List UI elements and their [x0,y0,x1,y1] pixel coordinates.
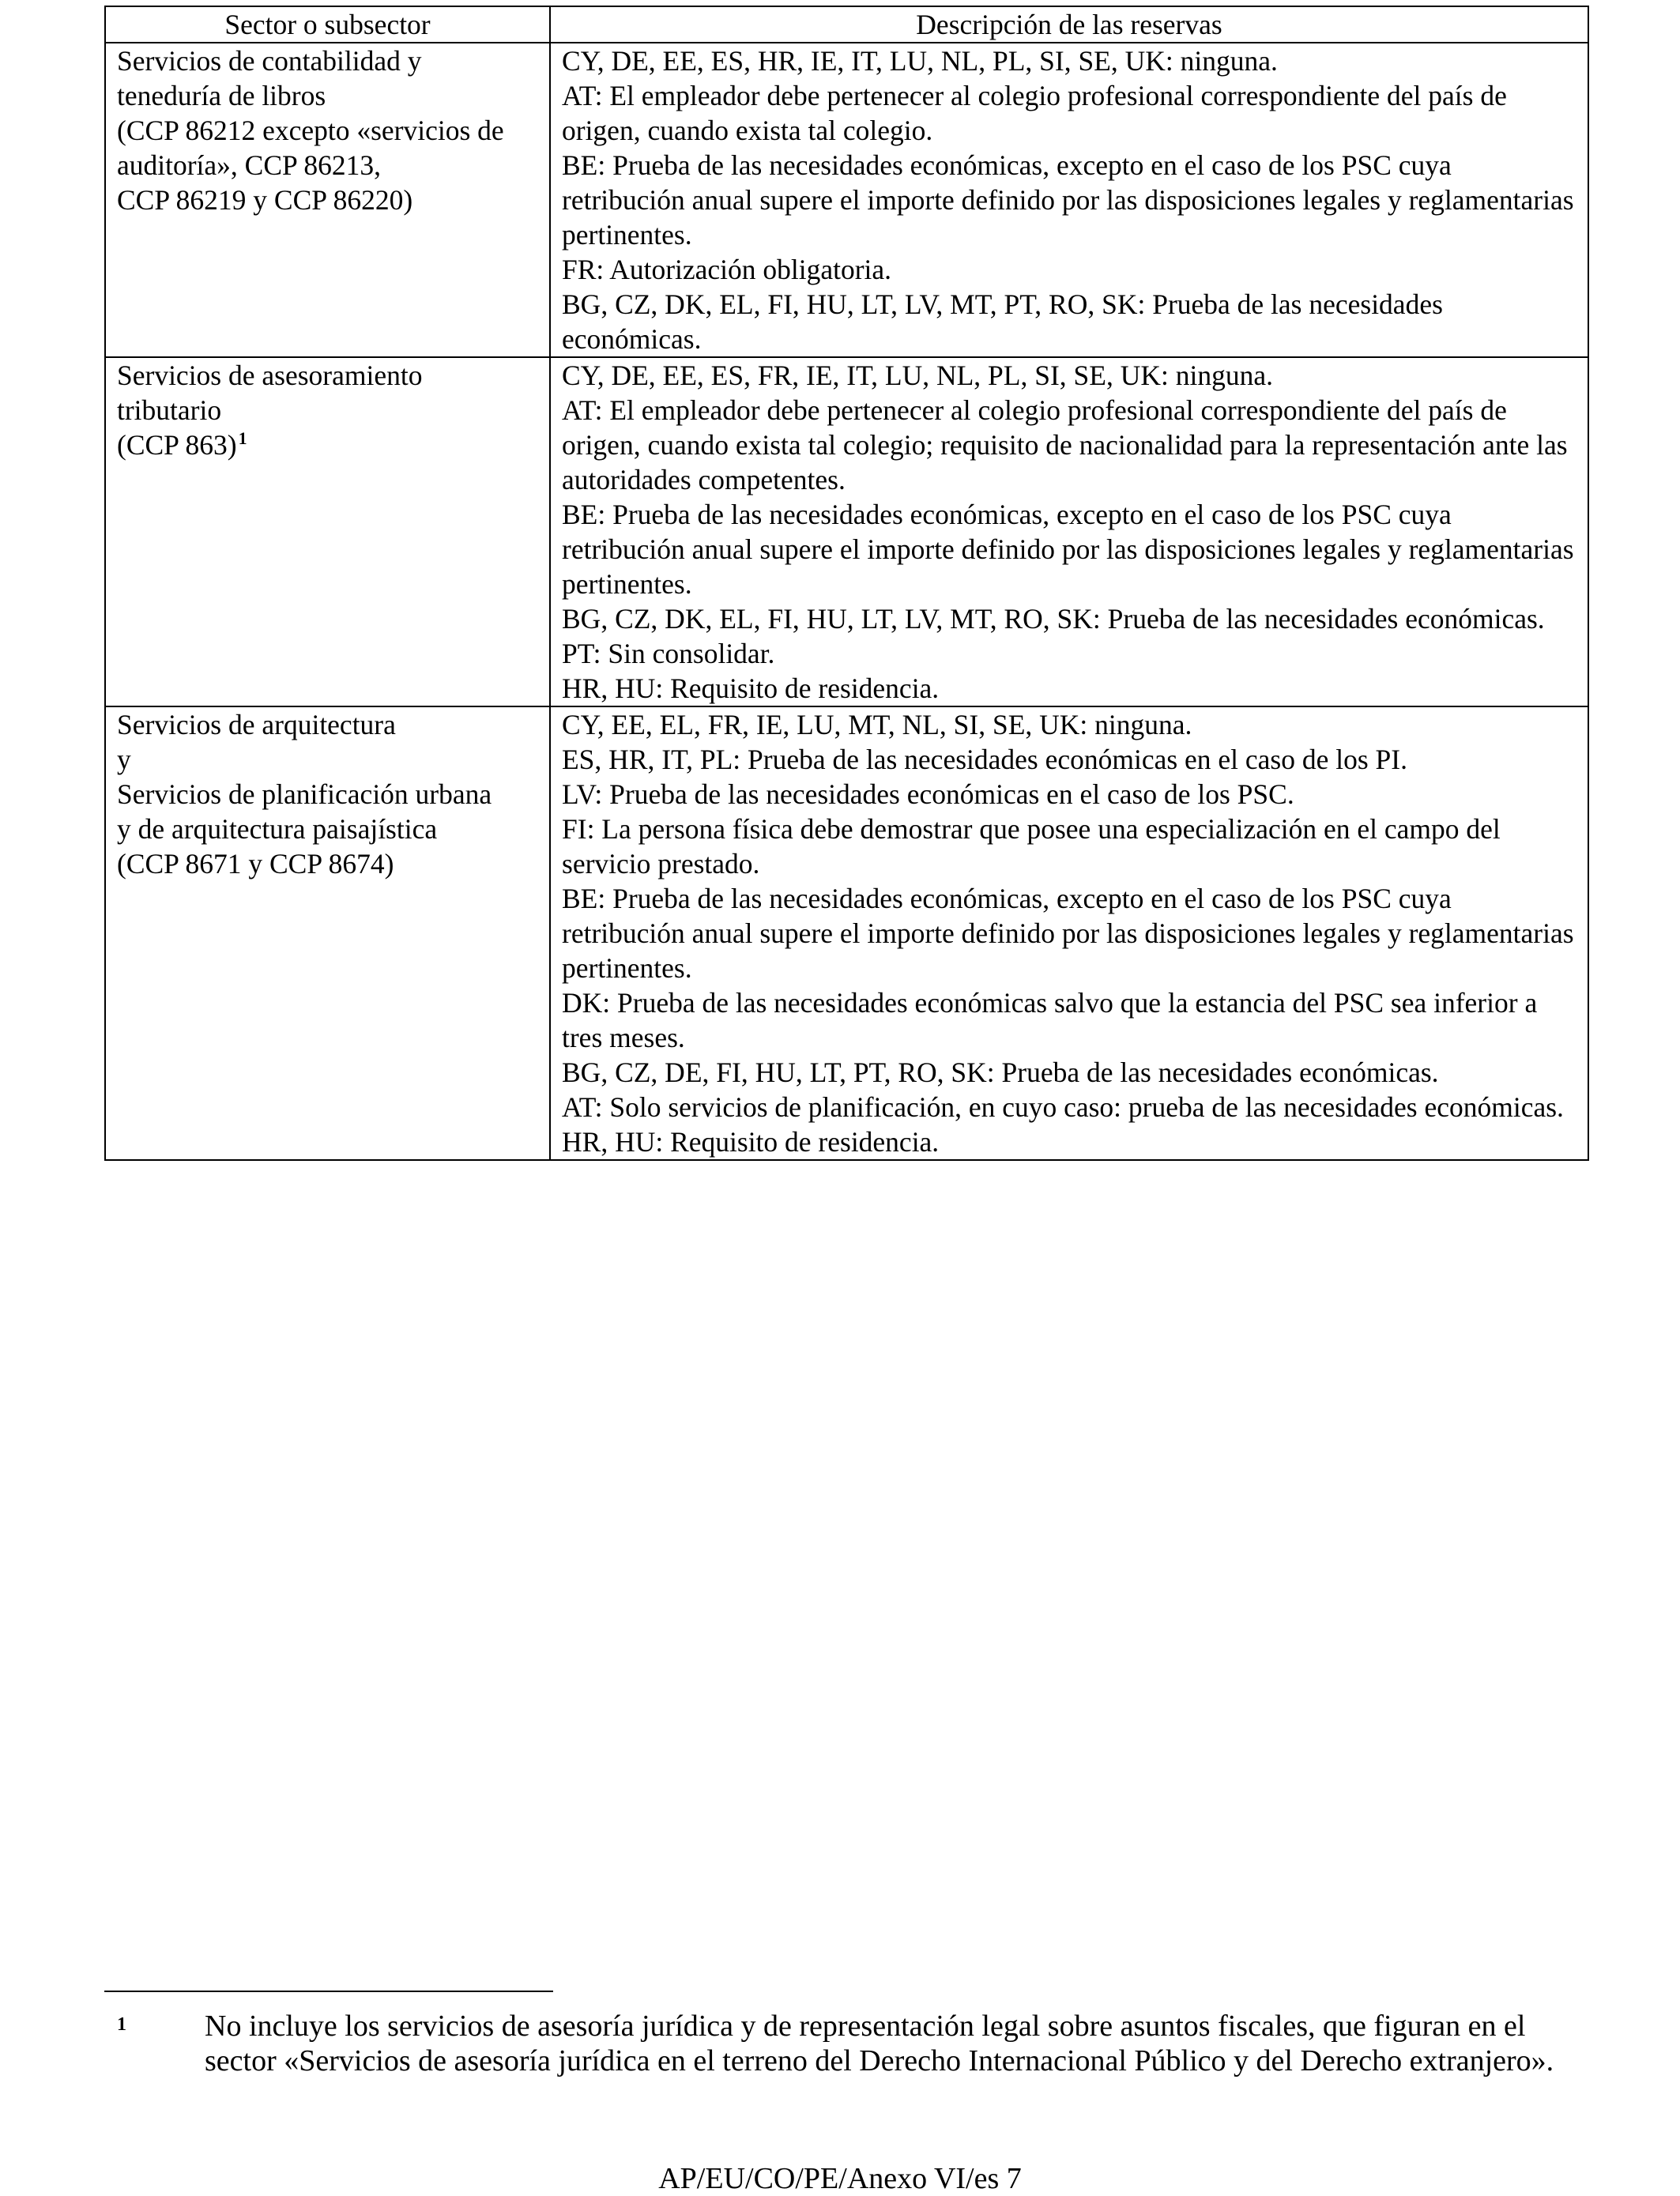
sector-line: Servicios de arquitectura [117,709,396,740]
sector-line: Servicios de contabilidad y [117,45,422,77]
reserve-entry: CY, DE, EE, ES, FR, IE, IT, LU, NL, PL, SI, SE, UK: ninguna. [562,360,1273,391]
sector-line: tributario [117,394,222,426]
reserve-entry: CY, EE, EL, FR, IE, LU, MT, NL, SI, SE, UK: ninguna. [562,709,1192,740]
footnote-reference[interactable]: 1 [238,428,247,449]
description-cell [550,706,1588,1160]
reserve-entry: FR: Autorización obligatoria. [562,254,892,285]
sector-cell [105,357,550,706]
reserves-table [104,6,1589,1161]
sector-line: teneduría de libros [117,80,326,111]
reserve-entry: BG, CZ, DK, EL, FI, HU, LT, LV, MT, RO, SK: Prueba de las necesidades económicas. [562,603,1545,635]
table-row [105,706,1588,1160]
description-cell [550,43,1588,357]
reserve-entry: AT: El empleador debe pertenecer al colegio profesional correspondiente del país de origen, cuando exista tal colegio; requisito de nacionalidad para la representación ante las autoridades competentes. [562,394,1568,495]
reserve-entry: HR, HU: Requisito de residencia. [562,1126,940,1158]
reserve-entry: FI: La persona física debe demostrar que posee una especialización en el campo del servicio prestado. [562,813,1501,880]
header-description: Descripción de las reservas [550,6,1588,43]
reserve-entry: BE: Prueba de las necesidades económicas, excepto en el caso de los PSC cuya retribución anual supere el importe definido por las disposiciones legales y reglamentarias pertinentes. [562,149,1574,250]
sector-line-text: (CCP 863) [117,429,237,461]
footnote-text: No incluye los servicios de asesoría jurídica y de representación legal sobre asuntos fiscales, que figuran en el sector «Servicios de asesoría jurídica en el terreno del Derecho Internacional Público y del Derecho extranjero». [205,2010,1554,2077]
reserve-entry: BE: Prueba de las necesidades económicas, excepto en el caso de los PSC cuya retribución anual supere el importe definido por las disposiciones legales y reglamentarias pertinentes. [562,499,1574,600]
reserve-entry: BE: Prueba de las necesidades económicas, excepto en el caso de los PSC cuya retribución anual supere el importe definido por las disposiciones legales y reglamentarias pertinentes. [562,883,1574,984]
sector-line: CCP 86219 y CCP 86220) [117,184,413,216]
footnote-number: 1 [117,2014,126,2035]
sector-line: auditoría», CCP 86213, [117,149,381,181]
reserve-entry: LV: Prueba de las necesidades económicas en el caso de los PSC. [562,778,1294,810]
sector-line [117,428,538,462]
reserve-entry: DK: Prueba de las necesidades económicas salvo que la estancia del PSC sea inferior a tres meses. [562,987,1538,1053]
table-row [105,357,1588,706]
reserve-entry: AT: El empleador debe pertenecer al colegio profesional correspondiente del país de origen, cuando exista tal colegio. [562,80,1507,146]
reserve-entry: PT: Sin consolidar. [562,638,775,669]
header-sector: Sector o subsector [105,6,550,43]
reserve-entry: BG, CZ, DE, FI, HU, LT, PT, RO, SK: Prueba de las necesidades económicas. [562,1057,1439,1088]
sector-line: Servicios de planificación urbana [117,778,492,810]
sector-line: Servicios de asesoramiento [117,360,423,391]
sector-line: y [117,744,131,775]
sector-cell [105,706,550,1160]
page-reference: AP/EU/CO/PE/Anexo VI/es 7 [658,2162,1022,2195]
reserve-entry: ES, HR, IT, PL: Prueba de las necesidades económicas en el caso de los PI. [562,744,1407,775]
description-cell [550,357,1588,706]
table-header-row [105,6,1588,43]
sector-line: (CCP 8671 y CCP 8674) [117,848,394,880]
reserve-entry: CY, DE, EE, ES, HR, IE, IT, LU, NL, PL, SI, SE, UK: ninguna. [562,45,1278,77]
reserve-entry: BG, CZ, DK, EL, FI, HU, LT, LV, MT, PT, RO, SK: Prueba de las necesidades económicas. [562,288,1443,355]
footnote-separator [104,1991,553,1992]
sector-cell [105,43,550,357]
reserve-entry: AT: Solo servicios de planificación, en cuyo caso: prueba de las necesidades económicas. [562,1091,1564,1123]
sector-line: (CCP 86212 excepto «servicios de [117,115,504,146]
sector-line: y de arquitectura paisajística [117,813,438,845]
table-row [105,43,1588,357]
reserve-entry: HR, HU: Requisito de residencia. [562,672,940,704]
